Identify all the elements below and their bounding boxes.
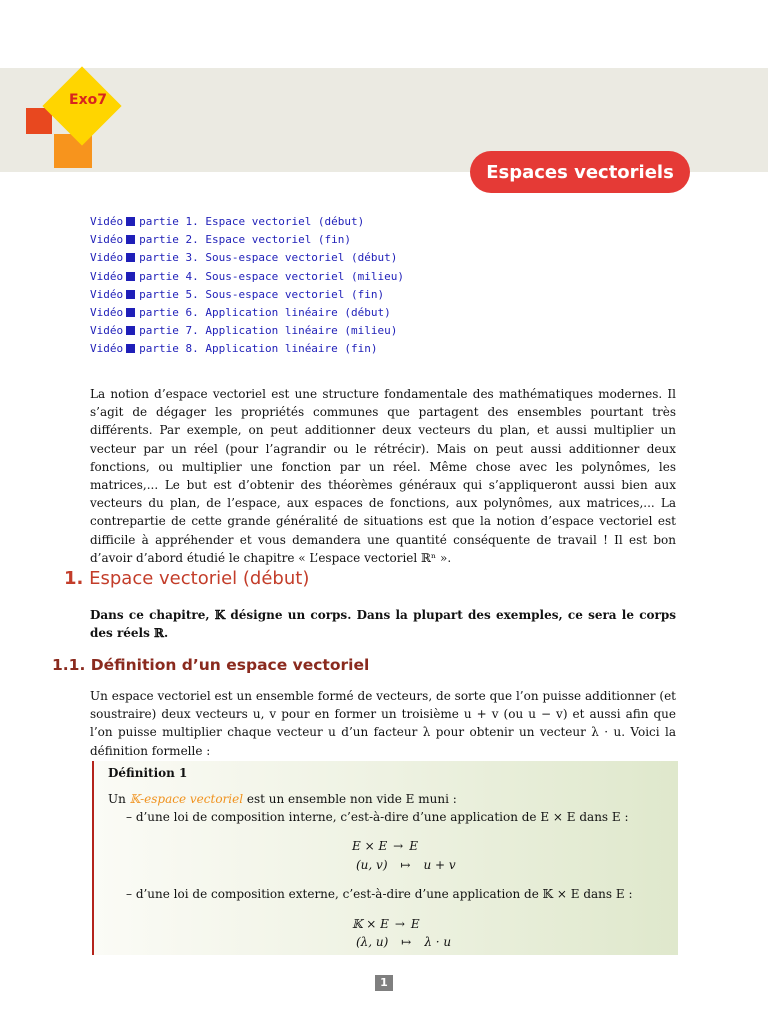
definition-intro-paragraph: Un espace vectoriel est un ensemble formé de vecteurs, de sorte que l’on puisse additionner (et soustraire) deux vecteurs u, v pour en former un troisième u + v (ou u − v) et aussi afin que l’on puisse multiplier chaque vecteur u d’un facteur λ pour obtenir un vecteur λ · u. Voici la définition formelle : [90, 689, 676, 758]
video-link-1[interactable]: Vidéo partie 1. Espace vectoriel (début) [90, 215, 365, 228]
square-bullet-icon [126, 235, 135, 244]
section-heading: 1. Espace vectoriel (début) [64, 568, 310, 589]
exo7-logo[interactable] [24, 74, 124, 174]
external-map-row-1: 𝕂 × E → E [352, 917, 420, 931]
defined-term: 𝕂-espace vectoriel [129, 792, 244, 806]
definition-statement: Un 𝕂-espace vectoriel est un ensemble non vide E muni : [108, 792, 457, 806]
definition-box [92, 761, 678, 955]
logo-text: Exo7 [69, 92, 107, 108]
section-note: Dans ce chapitre, 𝕂 désigne un corps. Dans la plupart des exemples, ce sera le corps des réels ℝ. [90, 608, 676, 641]
external-law-line: – d’une loi de composition externe, c’est-à-dire d’une application de 𝕂 × E dans E : [126, 887, 633, 901]
internal-map-row-1: E × E → E [352, 839, 418, 853]
video-links [90, 213, 404, 359]
square-bullet-icon [126, 326, 135, 335]
external-map-row-2: (λ, u) ↦ λ · u [356, 935, 452, 949]
square-bullet-icon [126, 253, 135, 262]
page-number: 1 [375, 975, 393, 991]
video-link-8[interactable]: Vidéo partie 8. Application linéaire (fin) [90, 342, 378, 356]
video-link-6[interactable]: Vidéo partie 6. Application linéaire (début) [90, 306, 391, 320]
square-bullet-icon [126, 217, 135, 226]
square-bullet-icon [126, 344, 135, 353]
internal-law-line: – d’une loi de composition interne, c’est-à-dire d’une application de E × E dans E : [126, 810, 629, 824]
video-link-5[interactable]: Vidéo partie 5. Sous-espace vectoriel (fin) [90, 287, 385, 301]
video-link-2[interactable]: Vidéo partie 2. Espace vectoriel (fin) [90, 233, 352, 247]
definition-title: Définition 1 [108, 766, 188, 780]
chapter-title: Espaces vectoriels [470, 151, 690, 193]
video-link-7[interactable]: Vidéo partie 7. Application linéaire (milieu) [90, 324, 398, 338]
square-bullet-icon [126, 290, 135, 299]
video-link-4[interactable]: Vidéo partie 4. Sous-espace vectoriel (milieu) [90, 269, 405, 283]
subsection-heading: 1.1. Définition d’un espace vectoriel [52, 656, 370, 674]
internal-map-row-2: (u, v) ↦ u + v [356, 858, 456, 872]
intro-paragraph: La notion d’espace vectoriel est une structure fondamentale des mathématiques modernes. Il s’agit de dégager les propriétés communes que partagent des ensembles pourtant très différents. Par exemple, on peut additionner deux vecteurs du plan, et aussi multiplier un vecteur par un réel (pour l’agrandir ou le rétrécir). Mais on peut aussi additionner deux fonctions, ou multiplier une fonction par un réel. Même chose avec les polynômes, les matrices,... Le but est d’obtenir des théorèmes généraux qui s’appliqueront aussi bien aux vecteurs du plan, de l’espace, aux espaces de fonctions, aux polynômes, aux matrices,... La contrepartie de cette grande généralité de situations est que la notion d’espace vectoriel est difficile à appréhender et vous demandera une quantité conséquente de travail ! Il est bon d’avoir d’abord étudié le chapitre « L’espace vectoriel ℝⁿ ». [90, 387, 676, 565]
square-bullet-icon [126, 272, 135, 281]
video-link-3[interactable]: Vidéo partie 3. Sous-espace vectoriel (début) [90, 251, 398, 265]
square-bullet-icon [126, 308, 135, 317]
